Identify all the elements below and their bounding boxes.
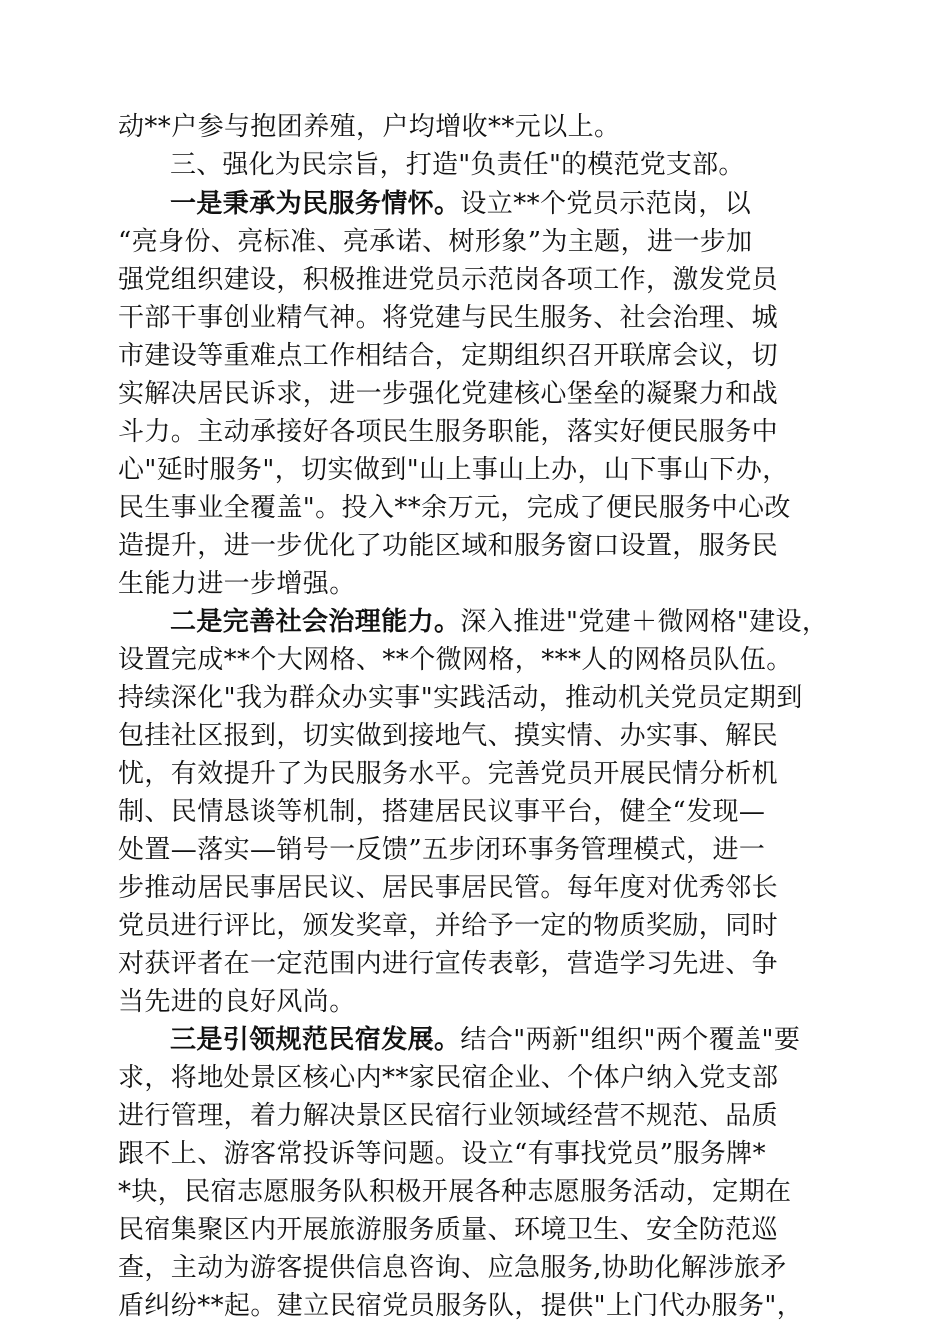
line-text: 党员进行评比，颁发奖章，并给予一定的物质奖励，同时 bbox=[118, 911, 779, 941]
body-line bbox=[118, 717, 778, 755]
paragraph-first-line bbox=[170, 185, 751, 223]
body-line bbox=[118, 1249, 787, 1287]
paragraph-lead: 二是完善社会治理能力。 bbox=[170, 607, 461, 637]
body-line bbox=[118, 1287, 803, 1325]
line-text: 包挂社区报到，切实做到接地气、摸实情、办实事、解民 bbox=[118, 721, 779, 751]
line-text: 实解决居民诉求，进一步强化党建核心堡垒的凝聚力和战 bbox=[118, 379, 779, 409]
line-text: 深入推进"党建＋微网格"建设， bbox=[460, 607, 829, 637]
line-text: 持续深化"我为群众办实事"实践活动，推动机关党员定期到 bbox=[118, 683, 803, 713]
body-line bbox=[118, 793, 765, 831]
body-line bbox=[118, 108, 620, 146]
body-line bbox=[118, 1097, 778, 1135]
line-text: 生能力进一步增强。 bbox=[118, 569, 356, 599]
body-line bbox=[118, 983, 356, 1021]
body-line bbox=[118, 489, 791, 527]
heading-text: 三、强化为民宗旨，打造"负责任"的模范党支部。 bbox=[170, 150, 745, 180]
line-text: 造提升，进一步优化了功能区域和服务窗口设置，服务民 bbox=[118, 531, 779, 561]
body-line bbox=[118, 641, 793, 679]
body-line bbox=[118, 337, 778, 375]
body-line bbox=[118, 375, 778, 413]
line-text: 对获评者在一定范围内进行宣传表彰，营造学习先进、争 bbox=[118, 949, 779, 979]
body-line bbox=[118, 565, 356, 603]
line-text: 设立**个党员示范岗，以 bbox=[460, 189, 752, 219]
line-text: 进行管理，着力解决景区民宿行业领域经营不规范、品质 bbox=[118, 1101, 779, 1131]
body-line bbox=[118, 679, 803, 717]
line-text: 斗力。主动承接好各项民生服务职能，落实好便民服务中 bbox=[118, 417, 779, 447]
body-line bbox=[118, 261, 778, 299]
body-line bbox=[118, 1135, 766, 1173]
line-text: 查，主动为游客提供信息咨询、应急服务,协助化解涉旅矛 bbox=[118, 1253, 787, 1283]
body-line bbox=[118, 945, 778, 983]
line-text: 强党组织建设，积极推进党员示范岗各项工作，激发党员 bbox=[118, 265, 779, 295]
line-text: 跟不上、游客常投诉等问题。设立“有事找党员”服务牌* bbox=[118, 1139, 766, 1169]
line-text: 制、民情恳谈等机制，搭建居民议事平台，健全“发现— bbox=[118, 797, 766, 827]
section-heading bbox=[170, 146, 745, 184]
line-text: 盾纠纷**起。建立民宿党员服务队，提供"上门代办服务"， bbox=[118, 1291, 804, 1321]
line-text: 求，将地处景区核心内**家民宿企业、个体户纳入党支部 bbox=[118, 1063, 779, 1093]
body-line bbox=[118, 1211, 778, 1249]
paragraph-first-line bbox=[170, 1021, 800, 1059]
body-line bbox=[118, 831, 765, 869]
line-text: 设置完成**个大网格、**个微网格，***人的网格员队伍。 bbox=[118, 645, 793, 675]
line-text: 步推动居民事居民议、居民事居民管。每年度对优秀邻长 bbox=[118, 873, 779, 903]
body-line bbox=[118, 869, 778, 907]
paragraph-lead: 一是秉承为民服务情怀。 bbox=[170, 189, 461, 219]
line-text: 市建设等重难点工作相结合，定期组织召开联席会议，切 bbox=[118, 341, 779, 371]
body-line bbox=[118, 1059, 778, 1097]
body-line bbox=[118, 907, 778, 945]
line-text: 干部干事创业精气神。将党建与民生服务、社会治理、城 bbox=[118, 303, 779, 333]
body-line bbox=[118, 223, 753, 261]
body-line bbox=[118, 413, 778, 451]
line-text: *块，民宿志愿服务队积极开展各种志愿服务活动，定期在 bbox=[118, 1177, 792, 1207]
body-line bbox=[118, 451, 789, 489]
line-text: “亮身份、亮标准、亮承诺、树形象”为主题，进一步加 bbox=[118, 227, 753, 257]
body-line bbox=[118, 527, 778, 565]
line-text: 动**户参与抱团养殖，户均增收**元以上。 bbox=[118, 112, 621, 142]
line-text: 当先进的良好风尚。 bbox=[118, 987, 356, 1017]
paragraph-first-line bbox=[170, 603, 828, 641]
body-line bbox=[118, 1173, 791, 1211]
body-line bbox=[118, 299, 778, 337]
line-text: 忧，有效提升了为民服务水平。完善党员开展民情分析机 bbox=[118, 759, 779, 789]
paragraph-lead: 三是引领规范民宿发展。 bbox=[170, 1025, 461, 1055]
line-text: 心"延时服务"，切实做到"山上事山上办，山下事山下办， bbox=[118, 455, 789, 485]
line-text: 结合"两新"组织"两个覆盖"要 bbox=[460, 1025, 801, 1055]
body-line bbox=[118, 755, 778, 793]
line-text: 民宿集聚区内开展旅游服务质量、环境卫生、安全防范巡 bbox=[118, 1215, 779, 1245]
line-text: 处置—落实—销号一反馈”五步闭环事务管理模式，进一 bbox=[118, 835, 766, 865]
line-text: 民生事业全覆盖"。投入**余万元，完成了便民服务中心改 bbox=[118, 493, 791, 523]
